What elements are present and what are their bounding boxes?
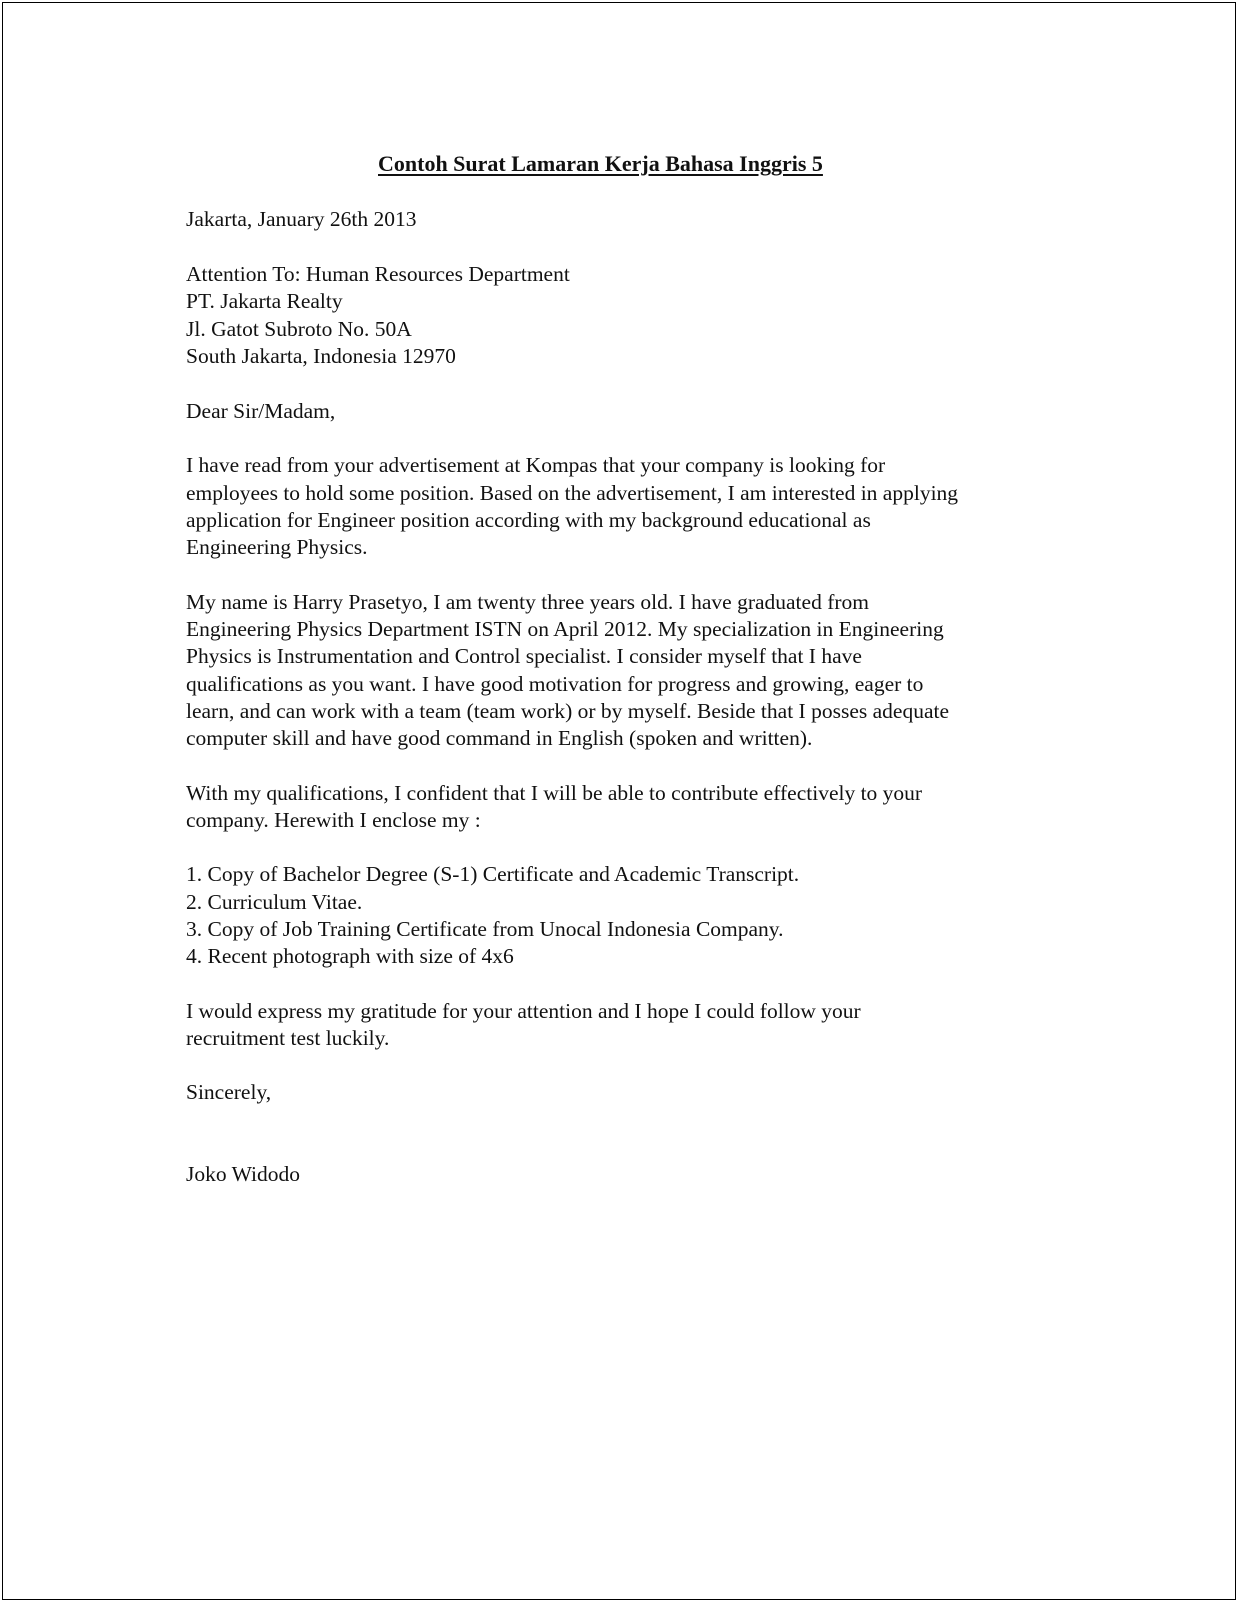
paragraph-4-line: I would express my gratitude for your attention and I hope I could follow your (186, 999, 861, 1023)
address-line-attention: Attention To: Human Resources Department (186, 262, 570, 286)
letter-date: Jakarta, January 26th 2013 (186, 207, 417, 231)
paragraph-2-line: qualifications as you want. I have good motivation for progress and growing, eager to (186, 672, 924, 696)
enclosure-item: 3. Copy of Job Training Certificate from Unocal Indonesia Company. (186, 917, 784, 941)
paragraph-2-line: Physics is Instrumentation and Control specialist. I consider myself that I have (186, 644, 862, 668)
signature-name: Joko Widodo (186, 1162, 301, 1186)
address-line-street: Jl. Gatot Subroto No. 50A (186, 317, 412, 341)
paragraph-2-line: Engineering Physics Department ISTN on April 2012. My specialization in Engineering (186, 617, 944, 641)
paragraph-2-line: learn, and can work with a team (team work) or by myself. Beside that I posses adequate (186, 699, 949, 723)
address-line-company: PT. Jakarta Realty (186, 289, 343, 313)
document-page (2, 2, 1236, 1600)
paragraph-1-line: application for Engineer position according with my background educational as (186, 508, 871, 532)
paragraph-1-line: employees to hold some position. Based on the advertisement, I am interested in applying (186, 481, 959, 505)
paragraph-2-line: computer skill and have good command in English (spoken and written). (186, 726, 813, 750)
closing: Sincerely, (186, 1080, 272, 1104)
paragraph-3-line: With my qualifications, I confident that I will be able to contribute effectively to your (186, 781, 923, 805)
paragraph-1-line: I have read from your advertisement at Kompas that your company is looking for (186, 453, 886, 477)
document-title: Contoh Surat Lamaran Kerja Bahasa Inggris 5 (378, 151, 823, 176)
enclosure-item: 4. Recent photograph with size of 4x6 (186, 944, 514, 968)
paragraph-1-line: Engineering Physics. (186, 535, 368, 559)
paragraph-2-line: My name is Harry Prasetyo, I am twenty three years old. I have graduated from (186, 590, 869, 614)
enclosure-item: 1. Copy of Bachelor Degree (S-1) Certificate and Academic Transcript. (186, 862, 800, 886)
paragraph-3-line: company. Herewith I enclose my : (186, 808, 481, 832)
address-line-city: South Jakarta, Indonesia 12970 (186, 344, 456, 368)
paragraph-4-line: recruitment test luckily. (186, 1026, 390, 1050)
enclosure-item: 2. Curriculum Vitae. (186, 890, 363, 914)
salutation: Dear Sir/Madam, (186, 399, 336, 423)
